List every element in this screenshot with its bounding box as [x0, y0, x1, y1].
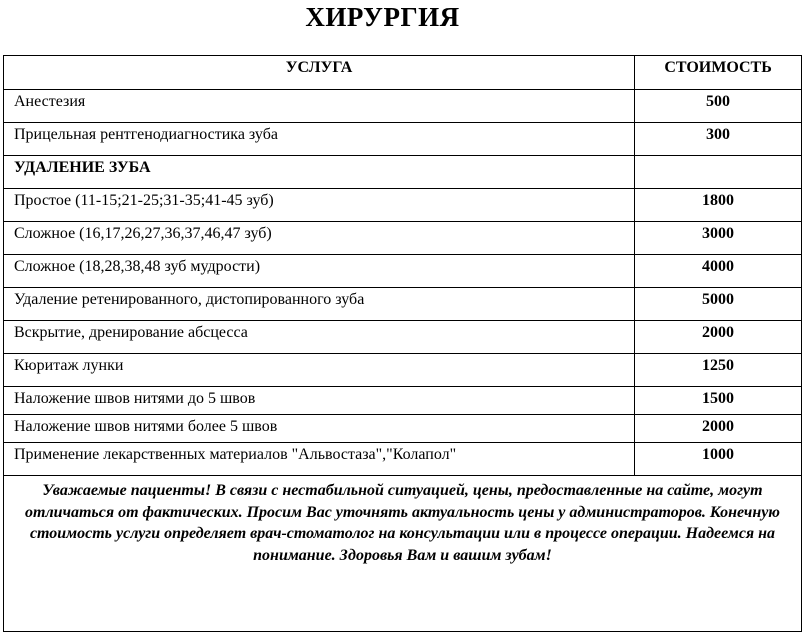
table-row [4, 123, 802, 156]
service-name: Удаление ретенированного, дистопированного зуба [4, 288, 635, 321]
table-row [4, 288, 802, 321]
service-name: Применение лекарственных материалов "Альвостаза","Колапол" [4, 443, 635, 476]
table-row [4, 354, 802, 387]
service-name: Кюритаж лунки [4, 354, 635, 387]
service-price: 300 [635, 123, 802, 156]
page-title: ХИРУРГИЯ [305, 2, 460, 32]
service-price: 500 [635, 90, 802, 123]
service-name: Простое (11-15;21-25;31-35;41-45 зуб) [4, 189, 635, 222]
service-name: Наложение швов нитями более 5 швов [4, 415, 635, 443]
header-service: УСЛУГА [4, 56, 635, 90]
table-row [4, 189, 802, 222]
patient-notice: Уважаемые пациенты! В связи с нестабильной ситуацией, цены, предоставленные на сайте, могут отличаться от фактических. Просим Вас уточнять актуальность цены у администраторов. Конечную стоимость услуги определяет врач-стоматолог на консультации или в процессе операции. Надеемся на понимание. Здоровья Вам и вашим зубам! [4, 476, 802, 632]
service-price: 3000 [635, 222, 802, 255]
table-row [4, 222, 802, 255]
table-row [4, 443, 802, 476]
service-name: Сложное (18,28,38,48 зуб мудрости) [4, 255, 635, 288]
service-price: 2000 [635, 415, 802, 443]
service-price: 5000 [635, 288, 802, 321]
service-price: 1250 [635, 354, 802, 387]
table-header-row [4, 56, 802, 90]
header-price: СТОИМОСТЬ [635, 56, 802, 90]
service-price: 2000 [635, 321, 802, 354]
service-name: Наложение швов нитями до 5 швов [4, 387, 635, 415]
table-section-row [4, 156, 802, 189]
table-row [4, 321, 802, 354]
table-row [4, 90, 802, 123]
service-name: Анестезия [4, 90, 635, 123]
service-name: Прицельная рентгенодиагностика зуба [4, 123, 635, 156]
service-name: Вскрытие, дренирование абсцесса [4, 321, 635, 354]
service-price: 1000 [635, 443, 802, 476]
table-row [4, 415, 802, 443]
section-title: УДАЛЕНИЕ ЗУБА [4, 156, 635, 189]
service-price: 1800 [635, 189, 802, 222]
notice-row [4, 476, 802, 632]
service-name: Сложное (16,17,26,27,36,37,46,47 зуб) [4, 222, 635, 255]
service-price: 1500 [635, 387, 802, 415]
service-price: 4000 [635, 255, 802, 288]
table-row [4, 387, 802, 415]
table-row [4, 255, 802, 288]
service-price [635, 156, 802, 189]
price-table [3, 55, 802, 632]
